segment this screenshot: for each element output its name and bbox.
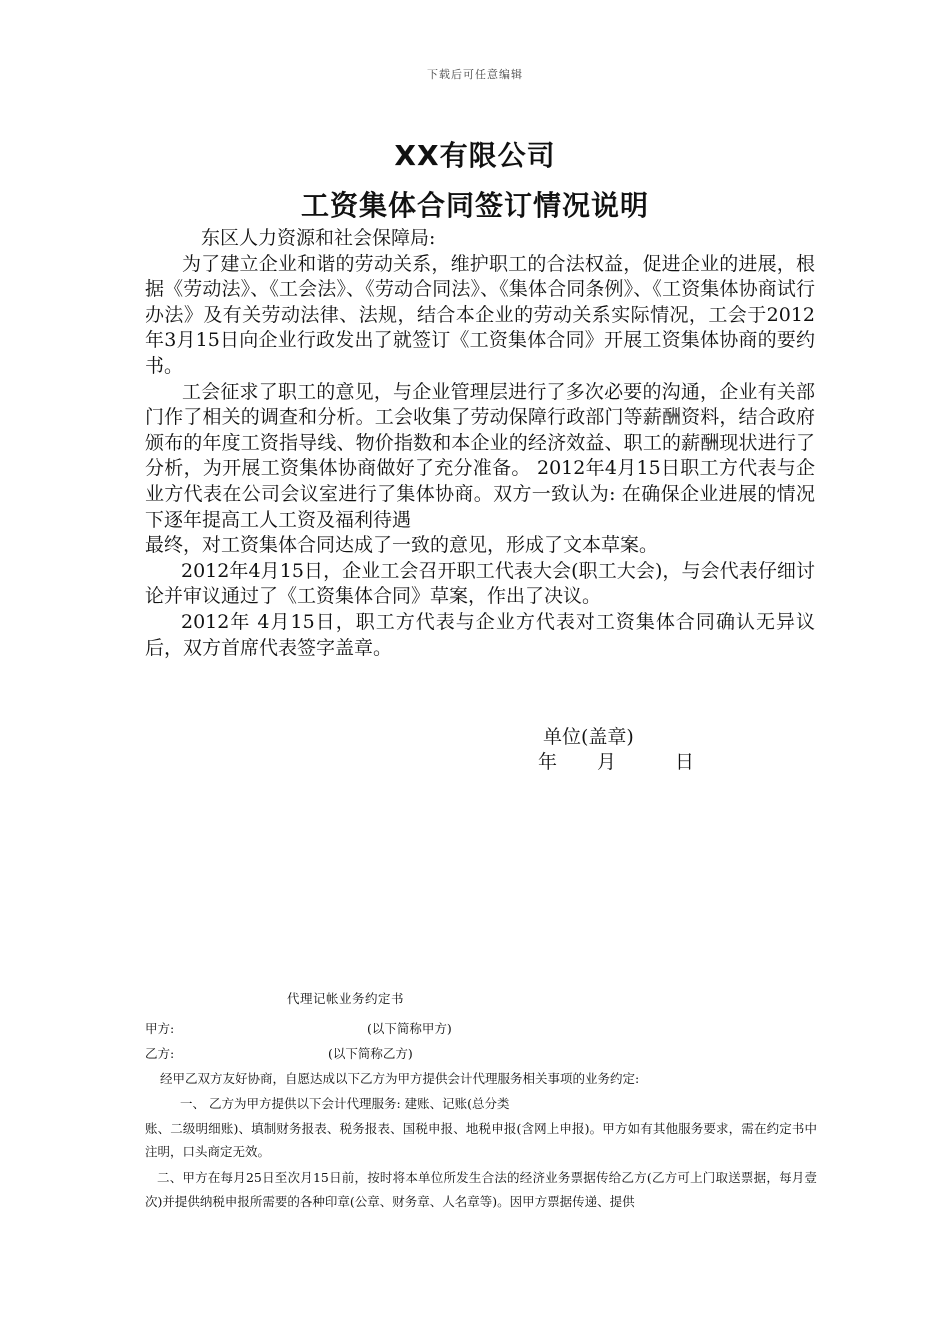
paragraph-2: 工会征求了职工的意见，与企业管理层进行了多次必要的沟通，企业有关部门作了相关的调查和分析。工会收集了劳动保障行政部门等薪酬资料，结合政府颁布的年度工资指导线、物价指数和本企业的经济效益、职工的薪酬现状进行了分析，为开展工资集体协商做好了充分准备。 2012年4月15日职工方代表与企业方代表在公司会议室进行了集体协商。双方一致认为: 在确保企业进展的情况下逐年提高工人工资及福利待遇 <box>145 380 815 531</box>
paragraph-3: 2012年4月15日，企业工会召开职工代表大会(职工大会)，与会代表仔细讨论并审议通过了《工资集体合同》草案，作出了决议。 <box>145 559 815 608</box>
agreement-title: 代理记帐业务约定书 <box>287 991 405 1006</box>
paragraph-2-tail: 最终，对工资集体合同达成了一致的意见，形成了文本草案。 <box>145 534 659 557</box>
signature-unit: 单位(盖章) <box>543 726 634 748</box>
date-month: 月 <box>597 751 617 773</box>
signature-date <box>538 747 694 774</box>
letter-body <box>145 226 815 661</box>
company-title: XX有限公司 <box>394 139 556 172</box>
party-b-label: 乙方: <box>145 1046 175 1061</box>
clause-1-heading: 一、 乙方为甲方提供以下会计代理服务: 建账、记账(总分类 <box>180 1096 510 1111</box>
date-year: 年 <box>538 751 558 773</box>
paragraph-4: 2012年 4月15日，职工方代表与企业方代表对工资集体合同确认无异议后，双方首席代表签字盖章。 <box>145 610 815 659</box>
clause-2: 二、甲方在每月25日至次月15日前，按时将本单位所发生合法的经济业务票据传给乙方(乙方可上门取送票据，每月壹次)并提供纳税申报所需要的各种印章(公章、财务章、人名章等)。因甲方票据传递、提供 <box>145 1170 817 1209</box>
header-note: 下载后可任意编辑 <box>427 68 523 81</box>
agreement-intro: 经甲乙双方友好协商，自愿达成以下乙方为甲方提供会计代理服务相关事项的业务约定: <box>160 1071 640 1086</box>
date-day: 日 <box>675 751 695 773</box>
clause-1-body: 账、二级明细账)、填制财务报表、税务报表、国税申报、地税申报(含网上申报)。甲方如有其他服务要求，需在约定书中注明，口头商定无效。 <box>145 1121 817 1159</box>
party-a-note: (以下简称甲方) <box>367 1021 452 1036</box>
party-b-note: (以下简称乙方) <box>328 1046 413 1061</box>
paragraph-1: 为了建立企业和谐的劳动关系，维护职工的合法权益，促进企业的进展，根据《劳动法》、《工会法》、《劳动合同法》、《集体合同条例》、《工资集体协商试行办法》及有关劳动法律、法规，结合本企业的劳动关系实际情况，工会于2012年3月15日向企业行政发出了就签订《工资集体合同》开展工资集体协商的要约书。 <box>145 252 815 377</box>
addressee: 东区人力资源和社会保障局: <box>201 227 436 249</box>
party-a-label: 甲方: <box>145 1021 175 1036</box>
document-title: 工资集体合同签订情况说明 <box>300 189 649 222</box>
